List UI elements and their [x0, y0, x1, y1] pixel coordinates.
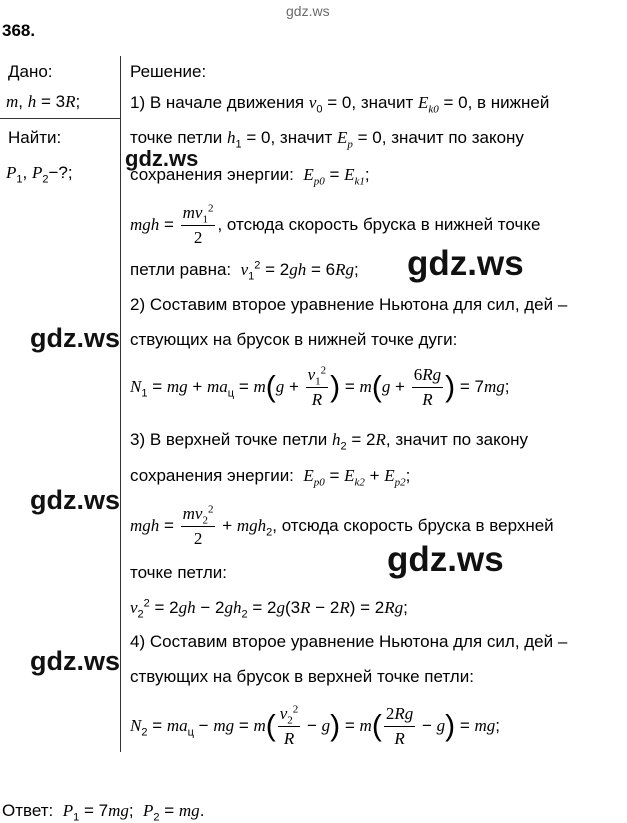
step2-line1: 2) Составим второе уравнение Ньютона для сил, дей – [130, 295, 568, 314]
given-divider [0, 118, 120, 119]
step3-line3: mgh = $\frac{mv_2^2}{2}$ + mgh$_2$, отсюда скорость бруска в верхней [130, 503, 554, 548]
watermark-left-3: gdz.ws [30, 646, 121, 676]
step4-line1: 4) Составим второе уравнение Ньютона для сил, дей – [130, 632, 568, 651]
step1-line4-text: , отсюда скорость бруска в нижней точке [217, 214, 541, 234]
step1-line2: точке петли $h_1 = 0$, значит $E_p = 0$, значит по закону [130, 128, 524, 151]
step3-line2: сохранения энергии: $E_{p0} = E_{k2} + E_{p2}$; [130, 466, 411, 489]
step3-line4: точке петли: [130, 563, 227, 582]
step4-equation: $N_2 = ma_ц$ − mg = m( $\frac{v_2^2}{R}$ − g) = m( $\frac{2Rg}{R}$ − g) = mg; [130, 703, 500, 748]
step3-line1: 3) В верхней точке петли $h_2 = 2R$, значит по закону [130, 430, 529, 453]
step1-line5: петли равна: $v_1^2 = 2gh = 6Rg$; [130, 259, 359, 283]
given-values: m, h = 3R; [6, 92, 81, 111]
step1-line1: 1) В начале движения $v_0 = 0$, значит $E_{k0} = 0$, в нижней [130, 93, 550, 116]
watermark-small: gdz.ws [125, 146, 199, 171]
watermark-large-2: gdz.ws [387, 540, 504, 579]
solution-header: Решение: [130, 62, 207, 81]
given-header: Дано: [8, 62, 53, 81]
step2-line2: ствующих на брусок в нижней точке дуги: [130, 330, 458, 349]
step2-equation: $N_1$ = mg + $ma_ц = m(g$ + $\frac{v_1^2}{R}$ ) = m(g + $\frac{6Rg}{R}$ ) = 7mg; [130, 364, 510, 409]
step3-line3-text: , отсюда скорость бруска в верхней [272, 515, 554, 535]
step1-line3: сохранения энергии: $E_{p0} = E_{k1}$; [130, 165, 370, 188]
step3-line5: $v_2^2 = 2gh - 2gh_2 = 2g(3R - 2R) = 2Rg$; [130, 597, 408, 621]
answer-line: Ответ: $P_1 = 7mg$; $P_2$ = mg. [2, 801, 205, 823]
watermark-left-2: gdz.ws [30, 485, 121, 515]
find-header: Найти: [8, 128, 62, 147]
column-divider [120, 56, 121, 752]
watermark-large-1: gdz.ws [407, 244, 524, 283]
watermark-left-1: gdz.ws [30, 323, 121, 353]
watermark-top: gdz.ws [286, 3, 330, 19]
find-values: $P_1$, $P_2-$?; [6, 163, 73, 186]
step4-line2: ствующих на брусок в верхней точке петли: [130, 667, 474, 686]
problem-number: 368. [2, 21, 36, 40]
step1-line4: mgh = $\frac{mv_1^2}{2}$ , отсюда скорость бруска в нижней точке [130, 202, 541, 247]
